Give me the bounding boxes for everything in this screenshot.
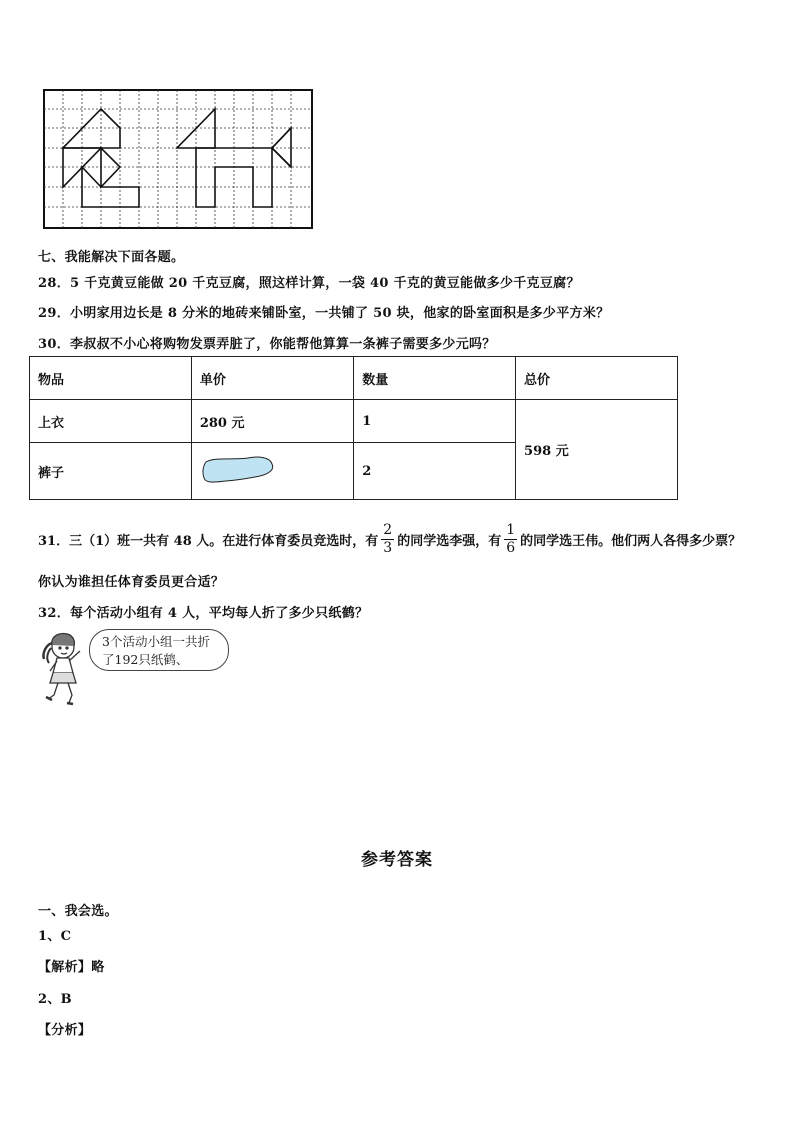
row-qty: 1 (354, 400, 516, 443)
row-item: 裤子 (30, 443, 192, 500)
invoice-table (29, 356, 678, 500)
question-29: 29．小明家用边长是 8 分米的地砖来铺卧室，一共铺了 50 块，他家的卧室面积是多少平方米？ (38, 306, 610, 321)
header-item: 物品 (30, 357, 192, 400)
total-cell: 598 元 (516, 400, 678, 500)
stained-price-cell (191, 443, 353, 500)
left-shape (63, 109, 120, 148)
row-price: 280 元 (191, 400, 353, 443)
header-qty: 数量 (354, 357, 516, 400)
row-qty: 2 (354, 443, 516, 500)
fraction-two-thirds: $\frac{2}{3}$ (383, 522, 393, 556)
row-item: 上衣 (30, 400, 192, 443)
fraction-one-sixth: $\frac{1}{6}$ (506, 522, 516, 556)
question-31: 31．三（1）班一共有 48 人。在进行体育委员竞选时，有 $\frac{2}{3}$ 的同学选李强，有 $\frac{1}{6}$ 的同学选王伟。他们两人各得多少票？ (38, 522, 742, 556)
section-heading: 七、我能解决下面各题。 (38, 250, 185, 265)
stain-blot (200, 454, 280, 488)
answers-heading: 一、我会选。 (38, 904, 118, 919)
answer-1-note: 【解析】略 (38, 960, 105, 975)
question-30: 30．李叔叔不小心将购物发票弄脏了，你能帮他算算一条裤子需要多少元吗？ (38, 337, 496, 352)
header-total: 总价 (516, 357, 678, 400)
answer-2-note: 【分析】 (38, 1023, 92, 1038)
girl-illustration (36, 629, 92, 707)
speech-bubble: 3个活动小组一共折 了192只纸鹤、 (89, 629, 229, 671)
question-28: 28．5 千克黄豆能做 20 千克豆腐，照这样计算，一袋 40 千克的黄豆能做多少千克豆腐？ (38, 276, 580, 291)
header-price: 单价 (191, 357, 353, 400)
grid-figure (43, 89, 313, 229)
answers-title: 参考答案 (361, 850, 433, 870)
question-31-line2: 你认为谁担任体育委员更合适？ (38, 575, 225, 590)
answer-1: 1、C (38, 929, 72, 944)
question-32: 32．每个活动小组有 4 人，平均每人折了多少只纸鹤？ (38, 606, 369, 621)
answer-2: 2、B (38, 992, 72, 1007)
